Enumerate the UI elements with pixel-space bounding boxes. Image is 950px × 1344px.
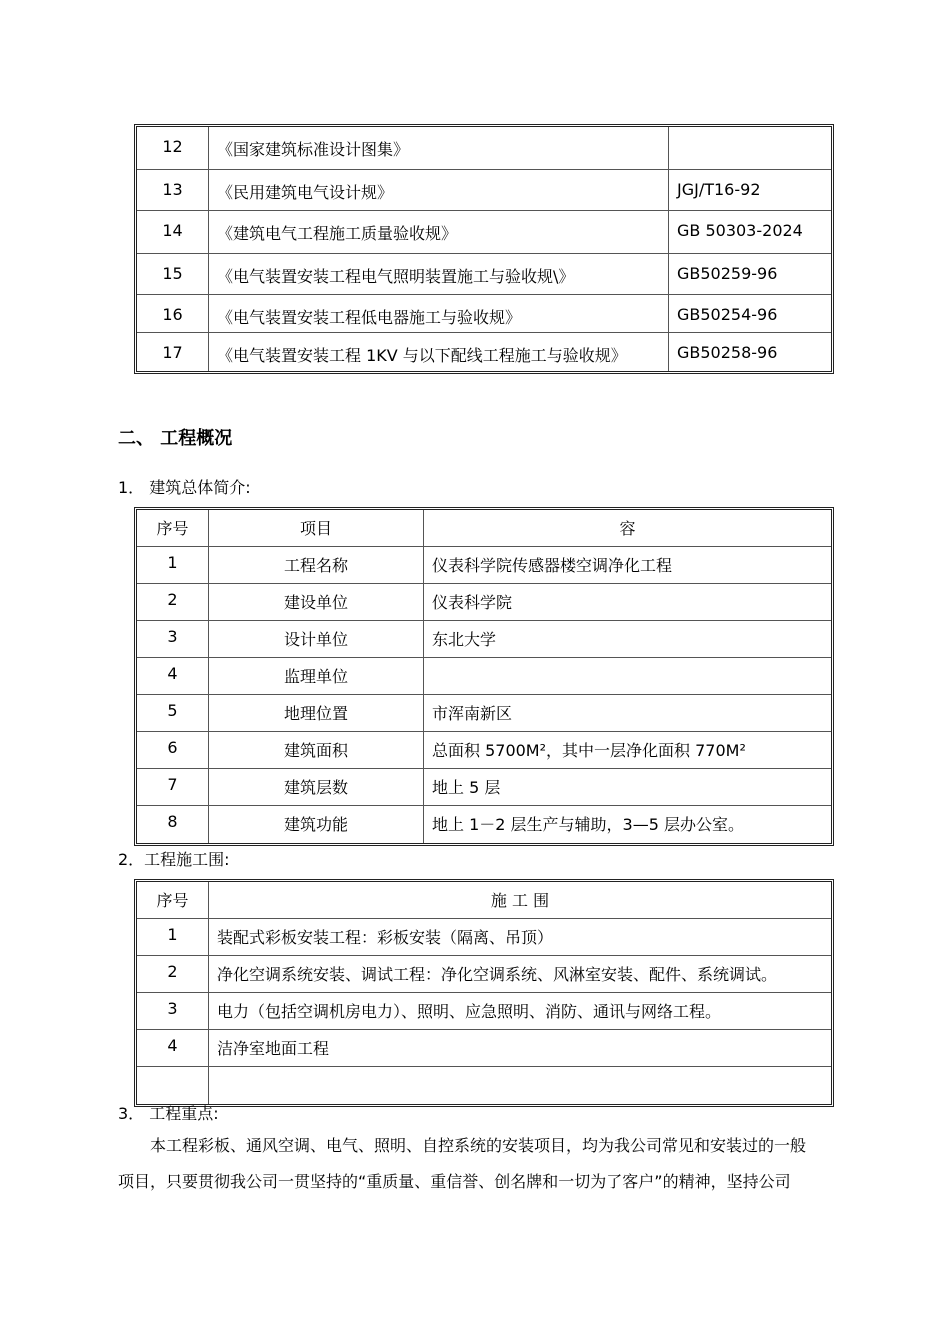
- key-points-paragraph: [118, 1128, 850, 1200]
- scope-content: 装配式彩板安装工程：彩板安装（隔离、吊顶）: [209, 919, 831, 956]
- standard-name: 《建筑电气工程施工质量验收规》: [209, 211, 669, 254]
- standard-code: GB 50303-2024: [669, 211, 831, 254]
- row-number: 14: [137, 211, 209, 254]
- item-label: 工程名称: [209, 547, 424, 584]
- table-row: [137, 333, 831, 371]
- item-content: [424, 658, 831, 695]
- table-row: [137, 1030, 831, 1067]
- key-points-heading: 3． 工程重点:: [118, 1104, 219, 1123]
- row-number: 5: [137, 695, 209, 732]
- item-content: 仪表科学院传感器楼空调净化工程: [424, 547, 831, 584]
- scope-content: [209, 1067, 831, 1104]
- table-row: [137, 1067, 831, 1104]
- table-row: [137, 956, 831, 993]
- item-content: 仪表科学院: [424, 584, 831, 621]
- table-row: [137, 658, 831, 695]
- item-content: 市浑南新区: [424, 695, 831, 732]
- paragraph-line: 本工程彩板、通风空调、电气、照明、自控系统的安装项目，均为我公司常见和安装过的一般: [150, 1136, 807, 1155]
- standard-name: 《国家建筑标准设计图集》: [209, 127, 669, 170]
- standard-name: 《电气装置安装工程低电器施工与验收规》: [209, 295, 669, 333]
- header-item: 项目: [209, 510, 424, 547]
- scope-content: 净化空调系统安装、调试工程：净化空调系统、风淋室安装、配件、系统调试。: [209, 956, 831, 993]
- item-content: 地上 1－2 层生产与辅助，3—5 层办公室。: [424, 806, 831, 843]
- standard-name: 《电气装置安装工程电气照明装置施工与验收规\》: [209, 254, 669, 295]
- row-number: 12: [137, 127, 209, 170]
- row-number: 13: [137, 170, 209, 211]
- scope-table: [134, 879, 834, 1107]
- table-row: [137, 254, 831, 295]
- row-number: 16: [137, 295, 209, 333]
- row-number: 17: [137, 333, 209, 371]
- standard-code: JGJ/T16-92: [669, 170, 831, 211]
- header-content: 施 工 围: [209, 882, 831, 919]
- row-number: 8: [137, 806, 209, 843]
- table-row: [137, 584, 831, 621]
- table-row: [137, 127, 831, 170]
- standard-name: 《电气装置安装工程 1KV 与以下配线工程施工与验收规》: [209, 333, 669, 371]
- table-row: [137, 211, 831, 254]
- header-no: 序号: [137, 510, 209, 547]
- paragraph-line: 项目，只要贯彻我公司一贯坚持的“重质量、重信誉、创名牌和一切为了客户”的精神，坚持公司: [118, 1172, 791, 1191]
- table-row: [137, 295, 831, 333]
- header-no: 序号: [137, 882, 209, 919]
- row-number: 2: [137, 584, 209, 621]
- row-number: 2: [137, 956, 209, 993]
- row-number: 6: [137, 732, 209, 769]
- table-row: [137, 993, 831, 1030]
- row-number: 1: [137, 919, 209, 956]
- item-label: 建筑功能: [209, 806, 424, 843]
- item-label: 建筑面积: [209, 732, 424, 769]
- standard-code: [669, 127, 831, 170]
- row-number: 3: [137, 621, 209, 658]
- table-row: [137, 769, 831, 806]
- standards-table: [134, 124, 834, 374]
- section-title: 二、 工程概况: [118, 428, 233, 449]
- row-number: 1: [137, 547, 209, 584]
- header-content: 容: [424, 510, 831, 547]
- item-label: 地理位置: [209, 695, 424, 732]
- overview-heading: 1． 建筑总体简介:: [118, 478, 251, 497]
- standard-code: GB50259-96: [669, 254, 831, 295]
- row-number: 7: [137, 769, 209, 806]
- overview-table: [134, 507, 834, 846]
- scope-header-row: [137, 882, 831, 919]
- table-row: [137, 621, 831, 658]
- row-number: [137, 1067, 209, 1104]
- table-row: [137, 732, 831, 769]
- item-content: 地上 5 层: [424, 769, 831, 806]
- overview-header-row: [137, 510, 831, 547]
- item-content: 东北大学: [424, 621, 831, 658]
- table-row: [137, 806, 831, 843]
- item-label: 监理单位: [209, 658, 424, 695]
- row-number: 4: [137, 1030, 209, 1067]
- item-label: 建设单位: [209, 584, 424, 621]
- scope-heading: 2．工程施工围:: [118, 850, 230, 869]
- scope-content: 电力（包括空调机房电力）、照明、应急照明、消防、通讯与网络工程。: [209, 993, 831, 1030]
- row-number: 4: [137, 658, 209, 695]
- item-content: 总面积 5700M²，其中一层净化面积 770M²: [424, 732, 831, 769]
- scope-content: 洁净室地面工程: [209, 1030, 831, 1067]
- table-row: [137, 919, 831, 956]
- item-label: 设计单位: [209, 621, 424, 658]
- table-row: [137, 170, 831, 211]
- standard-name: 《民用建筑电气设计规》: [209, 170, 669, 211]
- table-row: [137, 547, 831, 584]
- row-number: 3: [137, 993, 209, 1030]
- standard-code: GB50258-96: [669, 333, 831, 371]
- table-row: [137, 695, 831, 732]
- item-label: 建筑层数: [209, 769, 424, 806]
- standard-code: GB50254-96: [669, 295, 831, 333]
- row-number: 15: [137, 254, 209, 295]
